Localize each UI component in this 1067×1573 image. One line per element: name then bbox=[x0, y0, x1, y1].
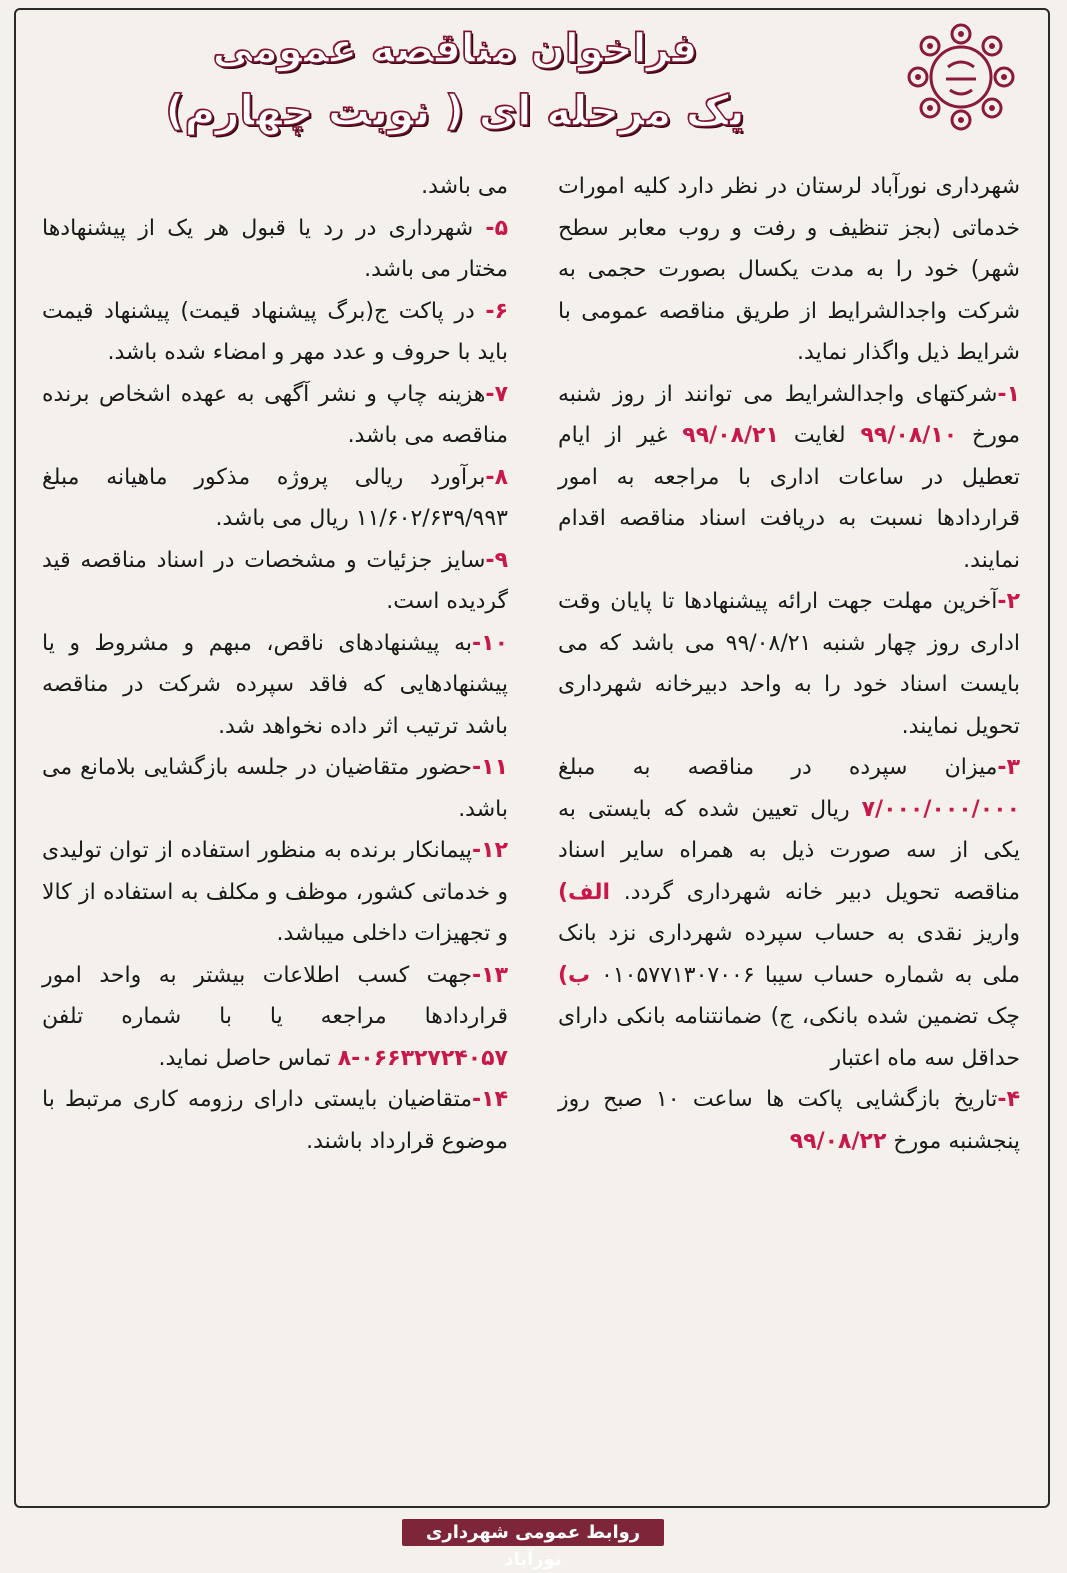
item-6-text: در پاکت ج(برگ پیشنهاد قیمت) پیشنهاد قیمت باید با حروف و عدد مهر و امضاء شده باشد. bbox=[42, 298, 508, 365]
item-6 bbox=[42, 291, 508, 374]
notice-header bbox=[30, 12, 1030, 142]
item-1-text-b: لغایت bbox=[778, 423, 861, 448]
item-13-number: ۱۳- bbox=[472, 962, 508, 988]
item-14 bbox=[42, 1079, 508, 1162]
item-13-text-b: تماس حاصل نماید. bbox=[158, 1045, 338, 1071]
item-5-number: ۵- bbox=[485, 215, 508, 241]
item-5 bbox=[42, 208, 508, 291]
item-12 bbox=[42, 830, 508, 955]
item-3 bbox=[558, 747, 1020, 1079]
item-12-text: پیمانکار برنده به منظور استفاده از توان تولیدی و خدماتی کشور، موظف و مکلف به استفاده از کالا و تجهیزات داخلی میباشد. bbox=[42, 838, 508, 946]
item-10-text: به پیشنهادهای ناقص، مبهم و مشروط و یا پیشنهادهایی که فاقد سپرده شرکت در مناقصه باشد ترتیب اثر داده نخواهد شد. bbox=[42, 630, 508, 739]
item-13-text-a: جهت کسب اطلاعات بیشتر به واحد امور قراردادها مراجعه یا با شماره تلفن bbox=[42, 962, 508, 1029]
item-3-text-b: ریال تعیین شده که بایستی به یکی از سه صورت ذیل به همراه سایر اسناد مناقصه تحویل دبیر خانه شهرداری گردد. bbox=[558, 796, 1020, 905]
item-4 bbox=[558, 1079, 1020, 1162]
item-3-number: ۳- bbox=[997, 755, 1020, 780]
item-8-text: برآورد ریالی پروژه مذکور ماهیانه مبلغ ۱۱/۶۰۲/۶۳۹/۹۹۳ ریال می باشد. bbox=[42, 464, 508, 531]
item-1-text-a: شرکتهای واجدالشرایط می توانند از روز شنبه مورخ bbox=[558, 381, 1021, 448]
item-3-option-alef: الف) bbox=[558, 879, 611, 905]
item-1-text-c: غیر از ایام تعطیل در ساعات اداری با مراجعه به امور قراردادها نسبت به دریافت اسناد مناقصه اقدام نمایند. bbox=[558, 423, 1020, 573]
item-12-number: ۱۲- bbox=[472, 838, 508, 863]
item-10-number: ۱۰- bbox=[472, 630, 508, 656]
item-3-option-be: ب) bbox=[558, 962, 602, 988]
notice-title: فراخوان مناقصه عمومی bbox=[212, 26, 698, 72]
intro-text: شهرداری نورآباد لرستان در نظر دارد کلیه امورات خدماتی (بجز تنظیف و رفت و روب معابر سطح شهر) خود را به مدت یکسال بصورت حجمی به شرکت واجدالشرایط از طریق مناقصه عمومی با شرایط ذیل واگذار نماید. bbox=[558, 174, 1020, 365]
item-7-text: هزینه چاپ و نشر آگهی به عهده اشخاص برنده مناقصه می باشد. bbox=[42, 381, 508, 448]
item-3-deposit-amount: ۷/۰۰۰/۰۰۰/۰۰۰ bbox=[861, 796, 1020, 822]
right-column bbox=[558, 166, 1028, 1162]
item-9 bbox=[42, 540, 508, 623]
municipality-logo-icon bbox=[906, 22, 1016, 132]
left-column bbox=[38, 166, 508, 1162]
item-9-text: سایز جزئیات و مشخصات در اسناد مناقصه قید گردیده است. bbox=[42, 547, 508, 614]
item-11 bbox=[42, 747, 508, 830]
item-11-number: ۱۱- bbox=[472, 755, 508, 780]
item-3-account-number: ۰۱۰۵۷۷۱۳۰۷۰۰۶ bbox=[601, 962, 755, 988]
item-7 bbox=[42, 374, 508, 457]
item-11-text: حضور متقاضیان در جلسه بازگشایی بلامانع می باشد. bbox=[42, 755, 508, 822]
item-3-text-c: واریز نقدی به حساب سپرده شهرداری نزد بانک ملی به شماره حساب سیبا bbox=[558, 921, 1020, 988]
item-1 bbox=[558, 374, 1020, 582]
item-13-phone: ۰۶۶۳۲۷۲۴۰۵۷-۸ bbox=[337, 1045, 508, 1071]
item-14-text: متقاضیان بایستی دارای رزومه کاری مرتبط با موضوع قرارداد باشند. bbox=[42, 1087, 508, 1154]
item-1-start-date: ۹۹/۰۸/۱۰ bbox=[860, 423, 958, 448]
notice-body bbox=[38, 148, 1028, 1493]
item-2-number: ۲- bbox=[997, 589, 1020, 614]
continuation bbox=[42, 166, 508, 208]
item-4-opening-date: ۹۹/۰۸/۲۲ bbox=[789, 1128, 887, 1154]
item-5-text: شهرداری در رد یا قبول هر یک از پیشنهادها مختار می باشد. bbox=[42, 215, 508, 282]
item-2 bbox=[558, 581, 1020, 747]
item-3-text-d: چک تضمین شده بانکی، ج) ضمانتنامه بانکی دارای حداقل سه ماه اعتبار bbox=[558, 1004, 1020, 1071]
item-8 bbox=[42, 457, 508, 540]
item-14-number: ۱۴- bbox=[472, 1087, 508, 1112]
item-1-number: ۱- bbox=[997, 381, 1020, 407]
item-3-text-a: میزان سپرده در مناقصه به مبلغ bbox=[558, 755, 998, 780]
footer-public-relations: روابط عمومی شهرداری نورآباد bbox=[402, 1519, 664, 1546]
notice-subtitle: یک مرحله ای ( نوبت چهارم) bbox=[165, 86, 745, 135]
item-9-number: ۹- bbox=[485, 547, 508, 573]
item-6-number: ۶- bbox=[485, 298, 508, 324]
intro-paragraph bbox=[558, 166, 1020, 374]
item-8-number: ۸- bbox=[485, 464, 508, 490]
item-1-end-date: ۹۹/۰۸/۲۱ bbox=[682, 423, 779, 448]
item-7-number: ۷- bbox=[485, 381, 508, 407]
item-2-text: آخرین مهلت جهت ارائه پیشنهادها تا پایان وقت اداری روز چهار شنبه ۹۹/۰۸/۲۱ می باشد که می بایست اسناد خود را به واحد دبیرخانه شهرداری تحویل نمایند. bbox=[558, 589, 1020, 739]
item-13 bbox=[42, 955, 508, 1080]
continuation-text: می باشد. bbox=[421, 174, 508, 199]
item-10 bbox=[42, 623, 508, 748]
item-4-text: تاریخ بازگشایی پاکت ها ساعت ۱۰ صبح روز پنجشنبه مورخ bbox=[558, 1087, 1020, 1154]
item-4-number: ۴- bbox=[997, 1087, 1020, 1112]
